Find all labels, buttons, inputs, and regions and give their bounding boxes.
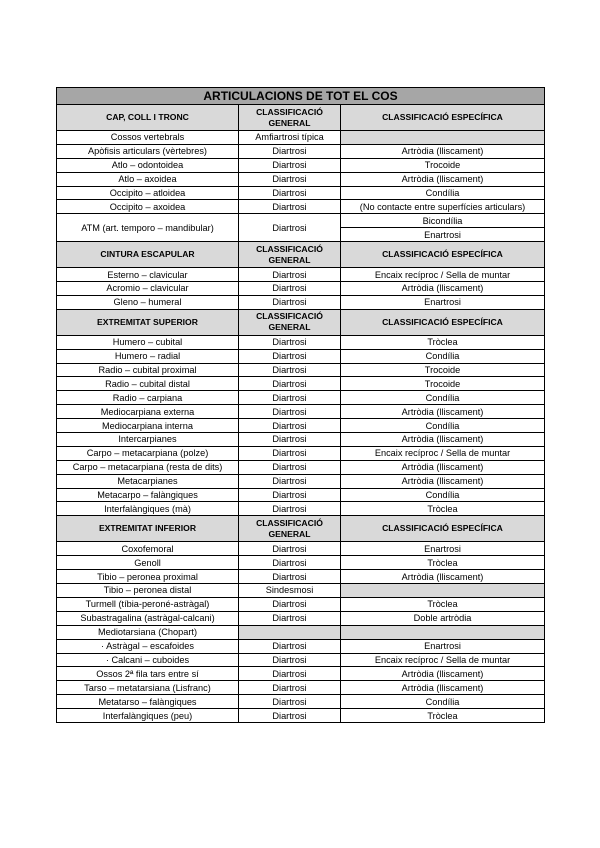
general-classification: Diartrosi [239,377,341,391]
table-row [57,681,545,695]
header-general: CLASSIFICACIÓ GENERAL [239,105,341,131]
section-header-row [57,516,545,542]
specific-classification: Enartrosi [341,639,545,653]
table-row [57,667,545,681]
section-name: CAP, COLL I TRONC [57,105,239,131]
specific-classification: Bicondília [341,214,545,228]
table-row [57,419,545,433]
joint-name: Tarso – metatarsiana (Lisfranc) [57,681,239,695]
joint-name: Metacarpo – falàngiques [57,488,239,502]
table-row [57,488,545,502]
table-row [57,214,545,228]
general-classification: Diartrosi [239,158,341,172]
general-classification: Diartrosi [239,570,341,584]
specific-classification: Condília [341,349,545,363]
specific-classification: Encaix recíproc / Sella de muntar [341,653,545,667]
general-classification: Diartrosi [239,542,341,556]
table-title: ARTICULACIONS DE TOT EL COS [57,88,545,105]
table-row [57,391,545,405]
table-row [57,502,545,516]
general-classification: Diartrosi [239,460,341,474]
joint-name: Radio – carpiana [57,391,239,405]
joint-name: Tibio – peronea distal [57,584,239,598]
joint-name: Humero – radial [57,349,239,363]
joint-name: Metacarpianes [57,474,239,488]
header-specific: CLASSIFICACIÓ ESPECÍFICA [341,309,545,335]
joint-name: Coxofemoral [57,542,239,556]
joint-name: Subastragalina (astràgal-calcani) [57,611,239,625]
header-general: CLASSIFICACIÓ GENERAL [239,516,341,542]
table-row [57,570,545,584]
table-row [57,172,545,186]
table-row [57,295,545,309]
general-classification: Diartrosi [239,681,341,695]
section-header-row [57,309,545,335]
general-classification: Diartrosi [239,639,341,653]
general-classification: Diartrosi [239,653,341,667]
table-row [57,584,545,598]
joint-name: Intercarpianes [57,433,239,447]
general-classification: Diartrosi [239,709,341,723]
table-row [57,433,545,447]
general-classification [239,625,341,639]
table-row [57,653,545,667]
joint-name: · Astràgal – escafoides [57,639,239,653]
general-classification: Diartrosi [239,349,341,363]
header-specific: CLASSIFICACIÓ ESPECÍFICA [341,105,545,131]
general-classification: Diartrosi [239,433,341,447]
joint-name: Interfalàngiques (peu) [57,709,239,723]
general-classification: Diartrosi [239,144,341,158]
joint-name: Genoll [57,556,239,570]
specific-classification: Artròdia (lliscament) [341,282,545,296]
table-row [57,597,545,611]
joint-name: Interfalàngiques (mà) [57,502,239,516]
table-row [57,460,545,474]
specific-classification: Tròclea [341,502,545,516]
joint-name: Mediocarpiana interna [57,419,239,433]
table-row [57,405,545,419]
general-classification: Diartrosi [239,667,341,681]
table-row [57,625,545,639]
header-specific: CLASSIFICACIÓ ESPECÍFICA [341,242,545,268]
specific-classification: Condília [341,488,545,502]
general-classification: Diartrosi [239,695,341,709]
table-row [57,335,545,349]
table-row [57,268,545,282]
specific-classification: Artròdia (lliscament) [341,433,545,447]
specific-classification: Trocoide [341,377,545,391]
header-specific: CLASSIFICACIÓ ESPECÍFICA [341,516,545,542]
general-classification: Diartrosi [239,200,341,214]
specific-classification: Tròclea [341,597,545,611]
section-header-row [57,242,545,268]
header-general: CLASSIFICACIÓ GENERAL [239,309,341,335]
general-classification: Diartrosi [239,295,341,309]
joints-table-body [57,88,545,723]
general-classification: Diartrosi [239,282,341,296]
specific-classification: Artròdia (lliscament) [341,460,545,474]
table-row [57,377,545,391]
section-name: EXTREMITAT INFERIOR [57,516,239,542]
general-classification: Diartrosi [239,502,341,516]
general-classification: Sindesmosi [239,584,341,598]
joint-name: Carpo – metacarpiana (polze) [57,446,239,460]
specific-classification: Artròdia (lliscament) [341,144,545,158]
table-row [57,158,545,172]
general-classification: Diartrosi [239,488,341,502]
specific-classification: Encaix recíproc / Sella de muntar [341,446,545,460]
joint-name: Atlo – odontoidea [57,158,239,172]
general-classification: Diartrosi [239,172,341,186]
joint-name: Gleno – humeral [57,295,239,309]
specific-classification: Trocoide [341,158,545,172]
specific-classification: Tròclea [341,556,545,570]
general-classification: Diartrosi [239,391,341,405]
joint-name: Turmell (tíbia-peroné-astràgal) [57,597,239,611]
joint-name: · Calcani – cuboides [57,653,239,667]
joint-name: ATM (art. temporo – mandibular) [57,214,239,242]
table-row [57,349,545,363]
general-classification: Amfiartrosi típica [239,131,341,145]
general-classification: Diartrosi [239,335,341,349]
specific-classification [341,625,545,639]
table-row [57,556,545,570]
general-classification: Diartrosi [239,419,341,433]
table-row [57,363,545,377]
general-classification: Diartrosi [239,556,341,570]
section-name: CINTURA ESCAPULAR [57,242,239,268]
specific-classification: Tròclea [341,335,545,349]
joint-name: Ossos 2ª fila tars entre sí [57,667,239,681]
table-row [57,131,545,145]
joint-name: Occipito – axoidea [57,200,239,214]
specific-classification: Artròdia (lliscament) [341,172,545,186]
specific-classification: Artròdia (lliscament) [341,570,545,584]
table-title-row [57,88,545,105]
header-general: CLASSIFICACIÓ GENERAL [239,242,341,268]
specific-classification: Trocoide [341,363,545,377]
joints-table-sheet [56,87,544,723]
joint-name: Radio – cubital distal [57,377,239,391]
table-row [57,611,545,625]
table-row [57,695,545,709]
specific-classification: Condília [341,186,545,200]
general-classification: Diartrosi [239,214,341,242]
specific-classification: Tròclea [341,709,545,723]
general-classification: Diartrosi [239,405,341,419]
table-row [57,282,545,296]
specific-classification: Enartrosi [341,228,545,242]
specific-classification: Condília [341,419,545,433]
specific-classification: Encaix recíproc / Sella de muntar [341,268,545,282]
specific-classification: Artròdia (lliscament) [341,405,545,419]
joint-name: Cossos vertebrals [57,131,239,145]
joint-name: Radio – cubital proximal [57,363,239,377]
general-classification: Diartrosi [239,186,341,200]
table-row [57,542,545,556]
table-row [57,446,545,460]
joint-name: Metatarso – falàngiques [57,695,239,709]
specific-classification: Artròdia (lliscament) [341,474,545,488]
table-row [57,144,545,158]
joint-name: Acromio – clavicular [57,282,239,296]
general-classification: Diartrosi [239,611,341,625]
table-row [57,474,545,488]
table-row [57,200,545,214]
joint-name: Tibio – peronea proximal [57,570,239,584]
joint-name: Esterno – clavicular [57,268,239,282]
specific-classification [341,131,545,145]
joints-table [56,87,545,723]
general-classification: Diartrosi [239,446,341,460]
joint-name: Atlo – axoidea [57,172,239,186]
specific-classification: (No contacte entre superfícies articulars) [341,200,545,214]
specific-classification: Artròdia (lliscament) [341,681,545,695]
joint-name: Mediotarsiana (Chopart) [57,625,239,639]
section-header-row [57,105,545,131]
joint-name: Apòfisis articulars (vèrtebres) [57,144,239,158]
joint-name: Occipito – atloidea [57,186,239,200]
section-name: EXTREMITAT SUPERIOR [57,309,239,335]
general-classification: Diartrosi [239,268,341,282]
specific-classification: Condília [341,695,545,709]
specific-classification [341,584,545,598]
table-row [57,709,545,723]
specific-classification: Artròdia (lliscament) [341,667,545,681]
general-classification: Diartrosi [239,474,341,488]
joint-name: Carpo – metacarpiana (resta de dits) [57,460,239,474]
table-row [57,639,545,653]
general-classification: Diartrosi [239,363,341,377]
specific-classification: Doble artròdia [341,611,545,625]
joint-name: Humero – cubital [57,335,239,349]
joint-name: Mediocarpiana externa [57,405,239,419]
table-row [57,186,545,200]
general-classification: Diartrosi [239,597,341,611]
specific-classification: Enartrosi [341,295,545,309]
specific-classification: Condília [341,391,545,405]
specific-classification: Enartrosi [341,542,545,556]
